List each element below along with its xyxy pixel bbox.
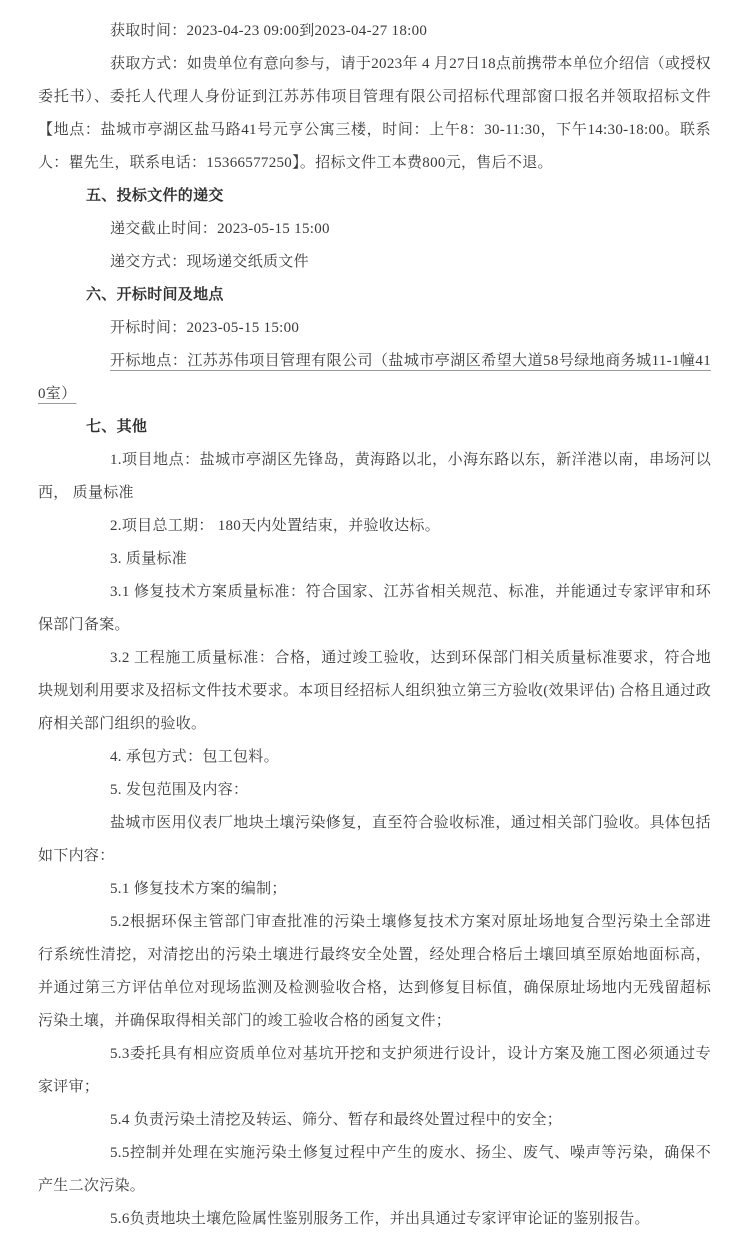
para-quality-standard-3-2: 3.2 工程施工质量标准：合格，通过竣工验收，达到环保部门相关质量标准要求，符合地块规划利用要求及招标文件技术要求。本项目经招标人组织独立第三方验收(效果评估) 合格且通过政府相关部门组织的验收。 — [38, 650, 711, 732]
para-submission-deadline: 递交截止时间：2023-05-15 15:00 — [110, 221, 330, 237]
section-heading-5-bid-submission: 五、投标文件的递交 — [86, 188, 224, 204]
para-acquisition-method: 获取方式：如贵单位有意向参与，请于2023年 4 月27日18点前携带本单位介绍信（或授权委托书）、委托人代理人身份证到江苏苏伟项目管理有限公司招标代理部窗口报名并领取招标文件【地点：盐城市亭湖区盐马路41号元亨公寓三楼，时间：上午8：30-11:30，下午14:30-18:00。联系人：瞿先生，联系电话：15366577250】。招标文件工本费800元，售后不退。 — [38, 56, 711, 171]
para-project-duration: 2.项目总工期： 180天内处置结束，并验收达标。 — [110, 518, 441, 534]
para-scope-5-1: 5.1 修复技术方案的编制； — [110, 881, 287, 897]
para-quality-standard-3-1: 3.1 修复技术方案质量标准：符合国家、江苏省相关规范、标准，并能通过专家评审和环保部门备案。 — [38, 584, 711, 633]
para-opening-location: 开标地点：江苏苏伟项目管理有限公司（盐城市亭湖区希望大道58号绿地商务城11-1幢410室） — [38, 353, 711, 402]
section-heading-6-bid-opening: 六、开标时间及地点 — [86, 287, 224, 303]
para-scope-5-2: 5.2根据环保主管部门审查批准的污染土壤修复技术方案对原址场地复合型污染土全部进行系统性清挖，对清挖出的污染土壤进行最终安全处置，经处理合格后土壤回填至原始地面标高，并通过第三方评估单位对现场监测及检测验收合格，达到修复目标值，确保原址场地内无残留超标污染土壤，并确保取得相关部门的竣工验收合格的函复文件； — [38, 914, 711, 1029]
section-heading-7-other: 七、其他 — [86, 419, 148, 435]
para-opening-time: 开标时间：2023-05-15 15:00 — [110, 320, 300, 336]
para-acquisition-time: 获取时间：2023-04-23 09:00到2023-04-27 18:00 — [110, 23, 428, 39]
para-project-location: 1.项目地点：盐城市亭湖区先锋岛，黄海路以北，小海东路以东，新洋港以南，串场河以西， 质量标准 — [38, 452, 711, 501]
para-submission-method: 递交方式：现场递交纸质文件 — [110, 254, 309, 270]
para-scope-5-4: 5.4 负责污染土清挖及转运、筛分、暂存和最终处置过程中的安全； — [110, 1112, 563, 1128]
para-scope-5-5: 5.5控制并处理在实施污染土修复过程中产生的废水、扬尘、废气、噪声等污染，确保不产生二次污染。 — [38, 1145, 711, 1194]
para-contracting-method: 4. 承包方式：包工包料。 — [110, 749, 279, 765]
para-scope-title: 5. 发包范围及内容： — [110, 782, 249, 798]
para-scope-intro: 盐城市医用仪表厂地块土壤污染修复，直至符合验收标准，通过相关部门验收。具体包括如下内容： — [38, 815, 711, 864]
para-scope-5-3: 5.3委托具有相应资质单位对基坑开挖和支护须进行设计，设计方案及施工图必须通过专家评审； — [38, 1046, 711, 1095]
para-scope-5-6: 5.6负责地块土壤危险属性鉴别服务工作，并出具通过专家评审论证的鉴别报告。 — [110, 1211, 650, 1227]
para-quality-standard-title: 3. 质量标准 — [110, 551, 188, 567]
